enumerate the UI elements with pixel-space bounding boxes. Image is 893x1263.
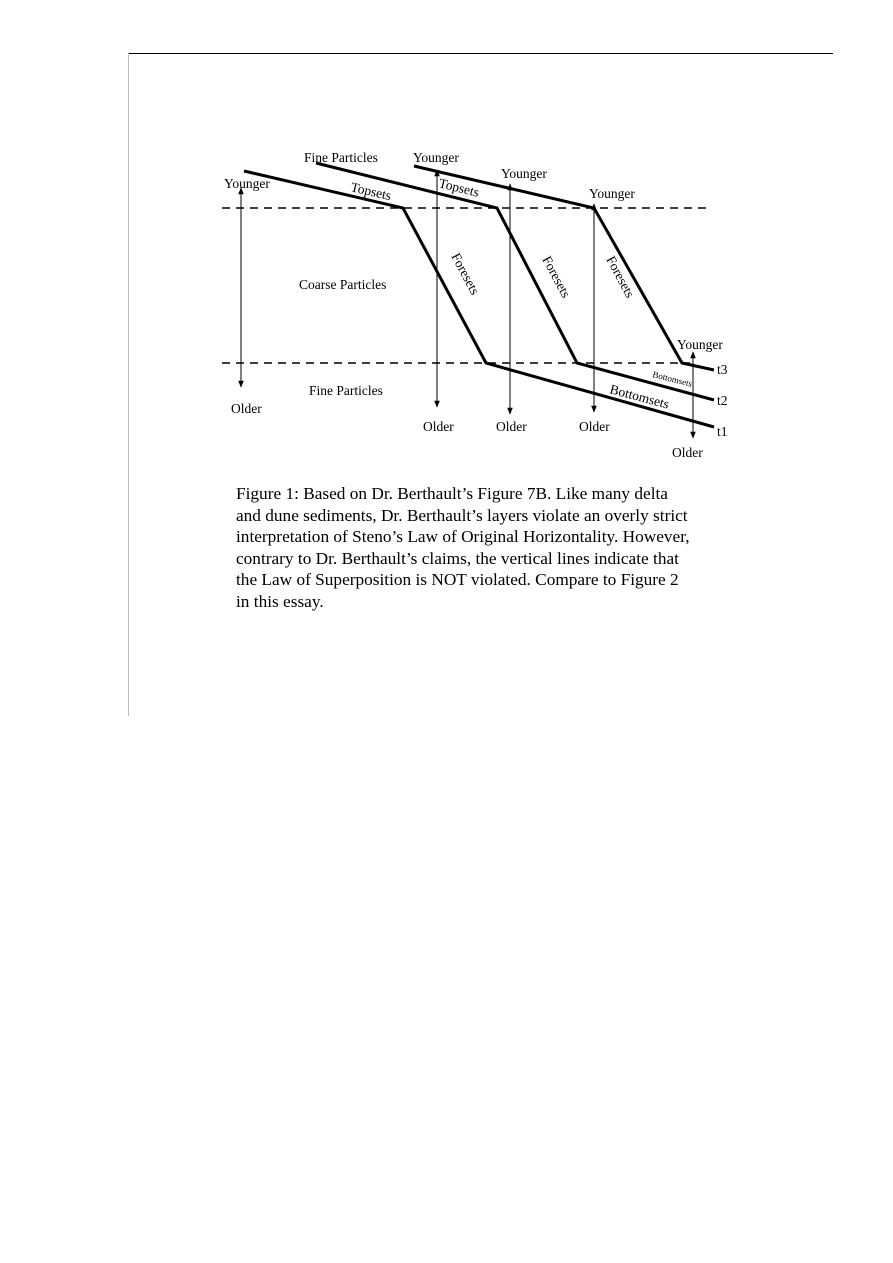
label-older-2: Older bbox=[423, 419, 454, 434]
label-older-4: Older bbox=[579, 419, 610, 434]
label-bottomsets-large: Bottomsets bbox=[608, 381, 671, 412]
caption-line: in this essay. bbox=[236, 591, 324, 611]
label-foresets-3: Foresets bbox=[603, 253, 638, 301]
label-older-3: Older bbox=[496, 419, 527, 434]
label-t2: t2 bbox=[717, 393, 728, 408]
label-topsets-2: Topsets bbox=[437, 175, 481, 200]
label-younger-1: Younger bbox=[224, 176, 270, 191]
label-t1: t1 bbox=[717, 424, 728, 439]
label-fine-particles-top: Fine Particles bbox=[304, 150, 378, 165]
figure-caption bbox=[236, 483, 736, 612]
caption-line: the Law of Superposition is NOT violated. Compare to Figure 2 bbox=[236, 570, 679, 589]
label-younger-5: Younger bbox=[677, 337, 723, 352]
label-bottomsets-small: Bottomsets bbox=[651, 369, 694, 389]
caption-line: Figure 1: Based on Dr. Berthault’s Figure 7B. Like many delta bbox=[236, 484, 668, 503]
caption-line: and dune sediments, Dr. Berthault’s layers violate an overly strict bbox=[236, 505, 688, 525]
label-younger-3: Younger bbox=[501, 166, 547, 181]
label-younger-2: Younger bbox=[413, 150, 459, 165]
label-coarse-particles: Coarse Particles bbox=[299, 277, 387, 292]
label-topsets-1: Topsets bbox=[349, 179, 393, 204]
delta-layers-diagram bbox=[0, 0, 893, 480]
label-older-1: Older bbox=[231, 401, 262, 416]
label-foresets-2: Foresets bbox=[539, 253, 574, 301]
label-fine-particles-bottom: Fine Particles bbox=[309, 383, 383, 398]
label-older-5: Older bbox=[672, 445, 703, 460]
label-t3: t3 bbox=[717, 362, 728, 377]
label-younger-4: Younger bbox=[589, 186, 635, 201]
caption-line: contrary to Dr. Berthault’s claims, the vertical lines indicate that bbox=[236, 548, 679, 568]
label-foresets-1: Foresets bbox=[448, 250, 483, 298]
caption-line: interpretation of Steno’s Law of Original Horizontality. However, bbox=[236, 527, 690, 546]
